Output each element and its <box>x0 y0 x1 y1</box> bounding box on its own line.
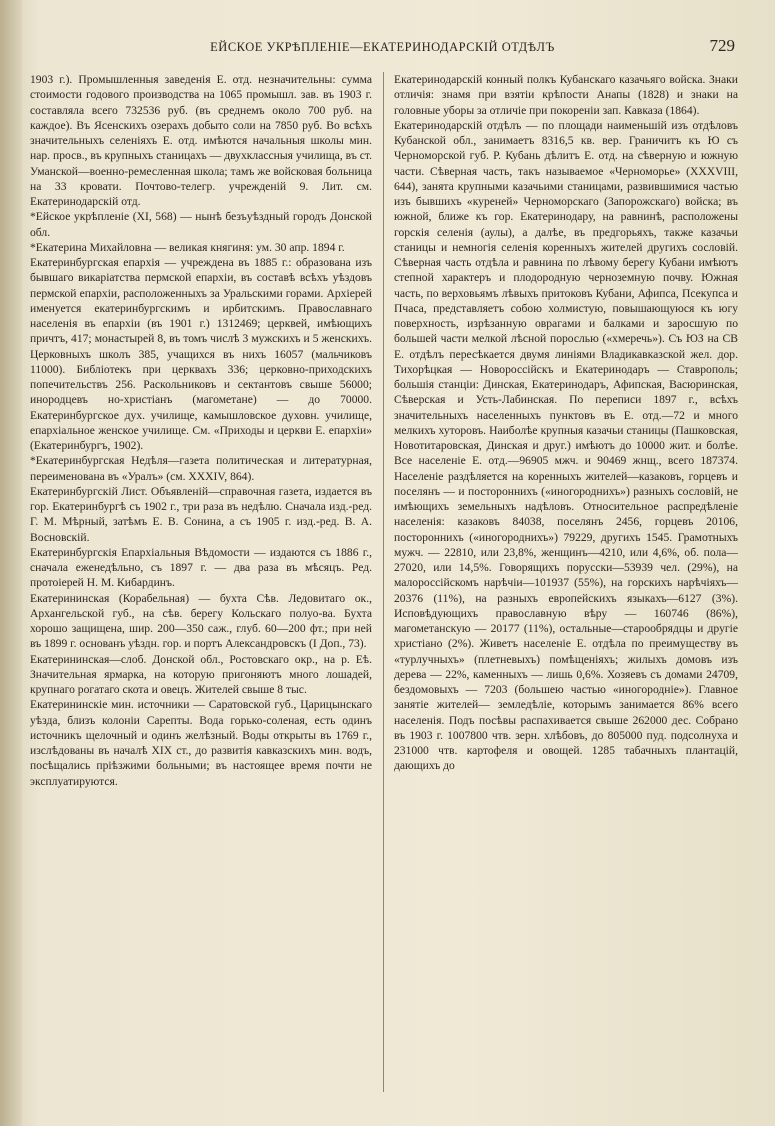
entry-paragraph: Екатерининскіе мин. источники — Саратовской губ., Царицынскаго уѣзда, близъ колоніи Сарепты. Вода горько-соленая, есть одинъ источникъ щелочный и одинъ желѣзный. Воды открыты въ 1769 г., изслѣдованы въ началѣ XIX ст., до развитія кавказскихъ мин. водъ, посѣщались пріѣзжими больными; въ настоящее время почти не эксплуатируются. <box>30 698 372 788</box>
entry-paragraph: Екатеринбургская епархія — учреждена въ 1885 г.: образована изъ бывшаго викаріатства пермской епархіи, въ составѣ всѣхъ уѣздовъ пермской епархіи, расположенныхъ за Уральскими горами. Архіерей именуется екатеринбургскимъ и ирбитскимъ. Православнаго населенія въ епархіи (въ 1901 г.) 1312469; церквей, имѣющихъ причтъ, 417; монастырей 8, въ томъ числѣ 3 мужскихъ и 5 женскихъ. Церковныхъ школъ 385, учащихся въ нихъ 16057 (мальчиковъ 11000). Библіотекъ при церквахъ 336; церковно-приходскихъ попечительствъ 256. Раскольниковъ и сектантовъ свыше 56000; инородцевъ но-христіанъ (магометане) — до 70000. Екатеринбургское дух. училище, камышловское духовн. училище, епархіальное женское училище. См. «Приходы и церкви Е. епархіи» (Екатеринбургъ, 1902). <box>30 256 372 452</box>
entry-paragraph: Екатерининская (Корабельная) — бухта Сѣв. Ледовитаго ок., Архангельской губ., на сѣв. берегу Кольскаго полуо-ва. Бухта хорошо защищена, шир. 200—350 саж., глуб. 60—200 фт.; при ней въ 1899 г. основанъ уѣздн. гор. и портъ Александровскъ (I Доп., 73). <box>30 591 372 651</box>
entry-paragraph: *Екатеринбургская Недѣля—газета политическая и литературная, переименована въ «Уралъ» (см. XXXIV, 864). <box>30 454 372 483</box>
entry-paragraph: Екатеринбургскія Епархіальныя Вѣдомости — издаются съ 1886 г., сначала еженедѣльно, съ 1897 г. — два раза въ мѣсяцъ. Ред. протоіерей Н. М. Кибардинъ. <box>30 545 372 590</box>
entry-paragraph: Екатерининская—слоб. Донской обл., Ростовскаго окр., на р. Еѣ. Значительная ярмарка, на которую пригоняютъ много лошадей, крупнаго рогатаго скота и овецъ. Жителей свыше 8 тыс. <box>30 652 372 696</box>
entry-paragraph: 1903 г.). Промышленныя заведенія Е. отд. незначительны: сумма стоимости годового производства на 1065 промышл. зав. въ 1903 г. составляла всего 732536 руб. (въ среднемъ около 700 руб. на каждое). Въ Ясенскихъ озерахъ добыто соли на 7850 руб. Во всѣхъ значительныхъ селеніяхъ Е. отд. имѣются начальныя школы мин. нар. просв., въ крупныхъ станицахъ — двухклассныя училища, въ ст. Уманской—военно-ремесленная школа; тамъ же войсковая больница на 33 кровати. Почтово-телегр. учрежденій 9. Лит. см. Екатеринодарскій отд. <box>30 73 372 208</box>
running-head: ЕЙСКОЕ УКРѢПЛЕНІЕ—ЕКАТЕРИНОДАРСКІЙ ОТДѢЛЪ <box>210 40 555 54</box>
page-header <box>30 36 735 64</box>
book-spine-shadow <box>0 0 22 1126</box>
entry-paragraph: Екатеринодарскій конный полкъ Кубанскаго казачьяго войска. Знаки отличія: знамя при взятіи крѣпости Анапы (1828) и знаки на головные уборы за отличіе при покореніи зап. Кавказа (1864). <box>394 73 738 117</box>
entry-paragraph: *Ейское укрѣпленіе (XI, 568) — нынѣ безъуѣздный городъ Донской обл. <box>30 210 372 239</box>
right-column <box>394 72 738 774</box>
left-column <box>30 72 372 789</box>
entry-paragraph: Екатеринодарскій отдѣлъ — по площади наименьшій изъ отдѣловъ Кубанской обл., занимаетъ 8316,5 кв. вер. Граничитъ къ Ю съ Черноморской губ. Р. Кубань дѣлитъ Е. отд. на сѣверную и южную части. Сѣверная часть, такъ называемое «Черноморье» (XXXVIII, 644), занята крупными казачьими станицами, развившимися частью изъ бывшихъ «куреней» Черноморскаго (Запорожскаго) войска; въ южной, ближе къ гор. Екатеринодару, на равнинѣ, расположены горскія селенія (аулы), а далѣе, въ предгорьяхъ, также казачьи станицы и немногія селенія коренныхъ жителей другихъ сословій. Сѣверная часть отдѣла и равнина по лѣвому берегу Кубани имѣютъ степной характеръ и плодородную черноземную почву. Южная часть, по верховьямъ лѣвыхъ притоковъ Кубани, Афипса, Псекупса и Пчаса, представляетъ собою холмистую, повышающуюся къ югу поверхность, изрѣзанную оврагами и балками и заросшую по большей части мелкой лѣсной порослью («хмеречь»). Съ ЮЗ на СВ Е. отдѣлъ пересѣкается двумя линіями Владикавказской жел. дор. Тихорѣцкая — Новороссійскъ и Екатеринодаръ — Ставрополь; большія станціи: Динская, Екатеринодаръ, Афипская, Васюринская, Сѣверская и Усть-Лабинская. По переписи 1897 г., всѣхъ значительныхъ населенныхъ пунктовъ въ Е. отд.—72 и много мелкихъ хуторовъ. Наиболѣе крупныя казачьи станицы (Пашковская, Новотитаровская, Динская и друг.) имѣютъ до 10000 жит. и болѣе. Все населеніе Е. отд.—96905 мжч. и 90469 жнщ., всего 187374. Населеніе раздѣляется на коренныхъ жителей—казаковъ, горцевъ и поселянъ — и постороннихъ («иногороднихъ») разныхъ сословій, не имѣющихъ земельныхъ надѣловъ. Относительное распредѣленіе населенія: казаковъ 84038, поселянъ 2456, горцевъ 20106, постороннихъ («иногороднихъ») 79229, другихъ 1545. Грамотныхъ мужч. — 22810, или 23,8%, женщинъ—4210, или 4,6%, об. пола—27020, или 14,5%. Говорящихъ порусски—53939 чел. (29%), на малороссійскомъ нарѣчіи—101937 (55%), на горскихъ нарѣчіяхъ—20376 (11%), на разныхъ европейскихъ языкахъ—6127 (3%). Исповѣдующихъ православную вѣру — 160746 (86%), магометанскую — 20177 (11%), остальные—старообрядцы и другіе христіано (2%). Живетъ населеніе Е. отдѣла по преимуществу въ «турлучныхъ» (плетневыхъ) помѣщеніяхъ; жилыхъ домовъ изъ дерева — 22%, каменныхъ — лишь 0,6%. Хозяевъ съ домами 24709, бездомовыхъ — 7203 (большею частью «иногородніе»). Главное занятіе жителей— земледѣліе, которымъ занимается 86% всего населенія. Подъ посѣвы распахивается свыше 262000 дес. Собрано въ 1903 г. 1007800 чтв. зерн. хлѣбовъ, до 805000 пуд. подсолнуха и 231000 чтв. картофеля и овощей. 1285 табачныхъ плантацій, дающихъ до <box>394 118 738 773</box>
page-number: 729 <box>709 36 735 55</box>
entry-paragraph: *Екатерина Михайловна — великая княгиня: ум. 30 апр. 1894 г. <box>30 240 345 254</box>
entry-paragraph: Екатеринбургскій Лист. Объявленій—справочная газета, издается въ гор. Екатеринбургѣ съ 1902 г., три раза въ недѣлю. Сначала изд.-ред. Г. М. Мѣрный, затѣмъ Е. В. Сонина, а съ 1905 г. изд.-ред. В. А. Восновскій. <box>30 484 372 544</box>
column-divider <box>383 72 384 1092</box>
